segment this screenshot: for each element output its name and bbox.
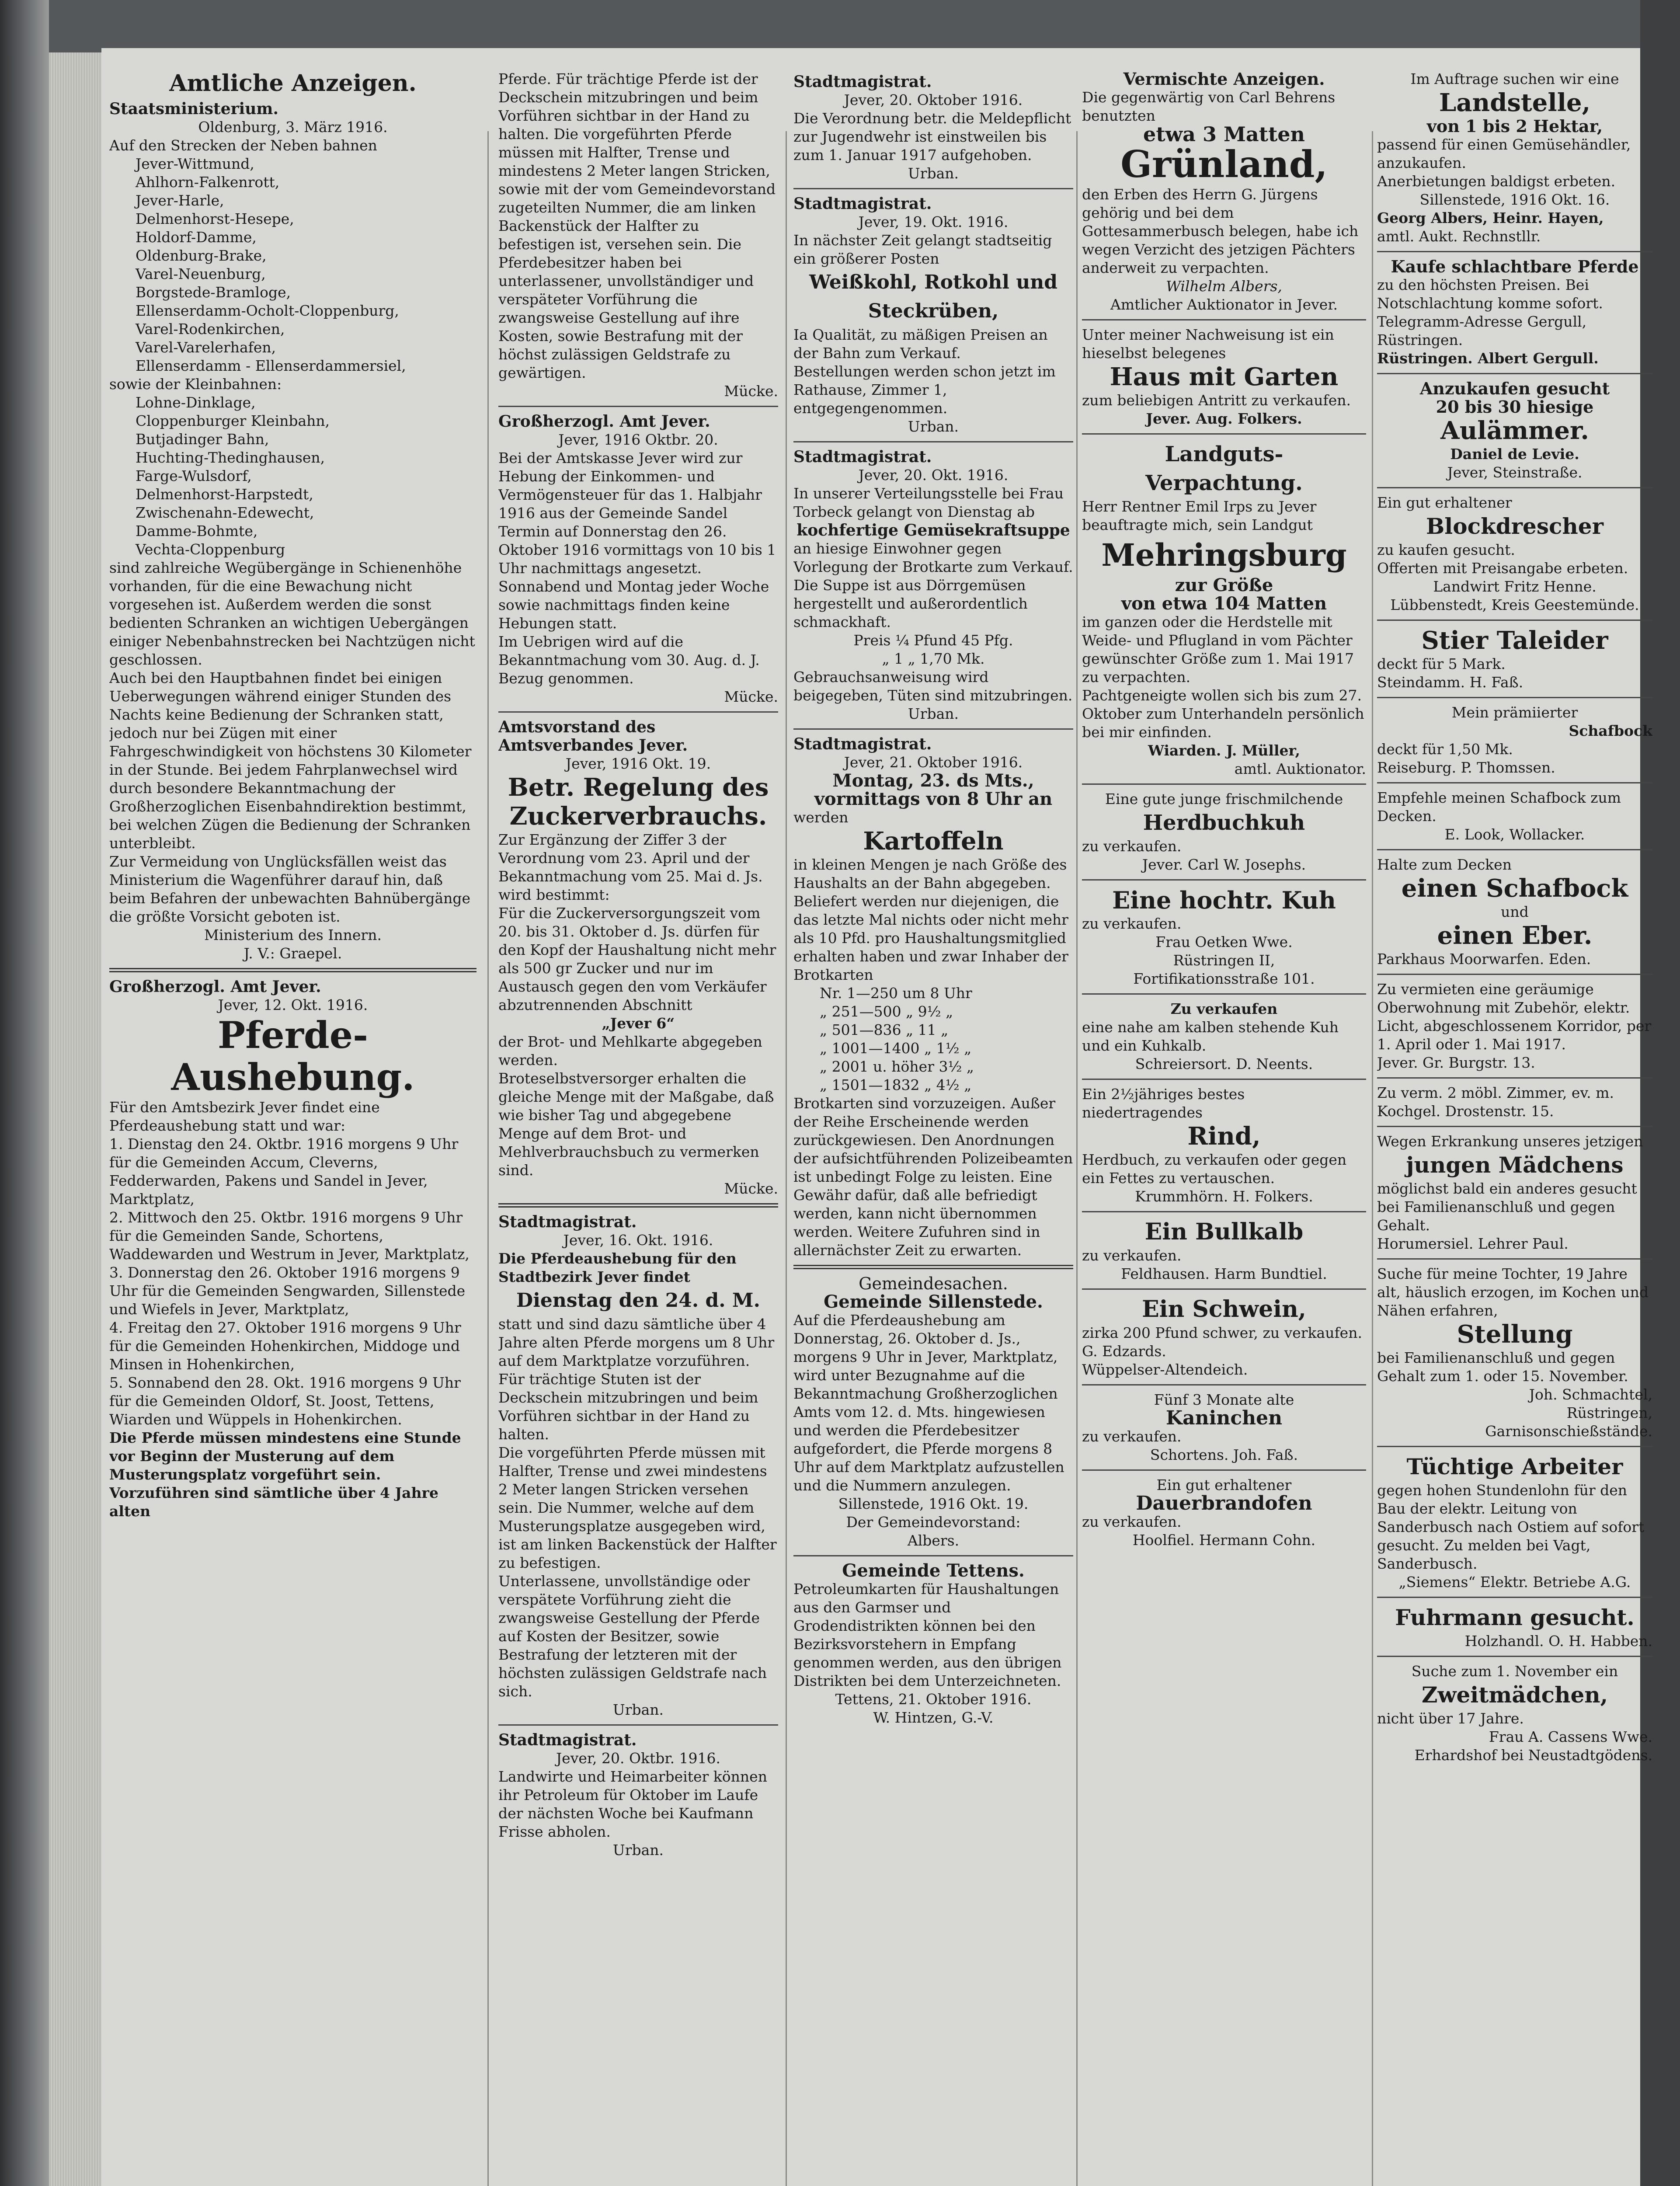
schedule-row: Nr. 1—250 um 8 Uhr (820, 985, 972, 1002)
ad-text: von 1 bis 2 Hektar, (1426, 116, 1603, 136)
ad-text: Zu vermieten eine geräumige Oberwohnung mit Zubehör, elektr. Licht, abgeschlossenem Korridor, per 1. April oder 1. Mai 1917. (1377, 981, 1652, 1053)
notice-text: Zur Ergänzung der Ziffer 3 der Verordnung vom 23. April und der Bekanntmachung vom 25. Mai d. Js. wird bestimmt: (498, 831, 763, 903)
notice-text: werden (793, 809, 849, 826)
ad-signature: Wiarden. J. Müller, (1148, 742, 1300, 759)
ad-signature: Garnisonschießstände. (1485, 1423, 1652, 1440)
schedule-item: 1. Dienstag den 24. Oktbr. 1916 morgens 9 Uhr für die Gemeinden Accum, Cleverns, Fedderwarden, Pakens und Sandel in Jever, Marktplatz, (109, 1135, 459, 1208)
notice-text: Die Pferde müssen mindestens eine Stunde vor Beginn der Musterung auf dem Musterungsplatz vorgeführt sein. Vorzuführen sind sämtliche über 4 Jahre alten (109, 1429, 461, 1520)
headline-kartoffeln: Kartoffeln (863, 827, 1004, 856)
schedule-row: „ 251—500 „ 9½ „ (820, 1003, 953, 1020)
notice-text: Brotkarten sind vorzuzeigen. Außer der Reihe Erscheinende werden zurückgewiesen. Den Anordnungen der aufsichtführenden Polizeibeamten ist unbedingt Folge zu leisten. Eine Gewähr dafür, daß alle befriedigt werden, kann nicht übernommen werden. Weitere Zufuhren sind in allernächster Zeit zu erwarten. (793, 1095, 1073, 1259)
railway-line: Ellenserdamm-Ocholt-Cloppenburg, (136, 302, 399, 319)
column-2 (498, 70, 778, 2186)
column-3 (793, 70, 1073, 2186)
ad-text: zum beliebigen Antritt zu verkaufen. (1082, 392, 1351, 409)
notice-authority: Amtsvorstand des Amtsverbandes Jever. (498, 718, 688, 755)
ad-headline-gruenland: Grünland, (1120, 143, 1328, 186)
notice-signature: Urban. (612, 1701, 664, 1718)
schedule-item: 5. Sonnabend den 28. Okt. 1916 morgens 9 Uhr für die Gemeinden Oldorf, St. Joost, Tettens, Wiarden und Wüppels in Hohenkirchen. (109, 1374, 461, 1428)
ad-headline: Stier Taleider (1421, 626, 1608, 655)
ad-signature: Rüstringen, (1566, 1404, 1652, 1421)
ad-text: 20 bis 30 hiesige (1436, 397, 1594, 417)
notice-text: Zur Vermeidung von Unglücksfällen weist das Ministerium die Wagenführer darauf hin, daß beim Befahren der unbewachten Bahnübergänge die größte Vorsicht geboten ist. (109, 853, 471, 925)
notice-text: sind zahlreiche Wegübergänge in Schienenhöhe vorhanden, für die eine Bewachung nicht vorgesehen ist. Außerdem werden die sonst bedienten Schranken an wichtigen Uebergängen einiger Nebenbahnstrecken bei Nachtzügen nicht geschlossen. (109, 559, 475, 668)
headline: Weißkohl, Rotkohl und (809, 271, 1057, 293)
schedule-item: 2. Mittwoch den 25. Oktbr. 1916 morgens 9 Uhr für die Gemeinden Sande, Schortens, Waddewarden und Westrum in Jever, Marktplatz, (109, 1209, 470, 1263)
notice-signature: Mücke. (724, 688, 778, 705)
ad-signature: Frau Oetken Wwe. (1155, 933, 1293, 950)
ad-signature: Daniel de Levie. (1450, 446, 1579, 463)
ad-headline: Tüchtige Arbeiter (1406, 1454, 1623, 1479)
railway-line: Varel-Rodenkirchen, (136, 320, 285, 338)
ad-headline: einen Eber. (1437, 921, 1593, 950)
ad-text: passend für einen Gemüsehändler, anzukaufen. (1377, 136, 1631, 171)
headline: Gemeinde Tettens. (842, 1560, 1025, 1581)
ad-signature: Erhardshof bei Neustadtgödens. (1414, 1747, 1652, 1764)
ad-signature: Wilhelm Albers, (1166, 278, 1282, 295)
ad-text: Eine gute junge frischmilchende (1105, 790, 1343, 808)
railway-line: Varel-Neuenburg, (136, 265, 266, 282)
railway-line: Varel-Varelerhafen, (136, 339, 276, 356)
ad-signature: Parkhaus Moorwarfen. Eden. (1377, 950, 1591, 968)
notice-authority: Stadtmagistrat. (793, 448, 932, 466)
ad-text: zur Größe (1175, 575, 1273, 595)
ad-text: zu verkaufen. (1082, 1247, 1182, 1264)
column-rule (487, 131, 489, 2186)
headline: Montag, 23. ds Mts., (832, 770, 1034, 791)
notice-text: Für die Zuckerversorgungszeit vom 20. bis 31. Oktober d. Js. dürfen für den Kopf der Haushaltung nicht mehr als 500 gr Zucker und nur im Austausch gegen den vom Verkäufer abzutrennenden Abschnitt (498, 905, 776, 1013)
column-rule (1372, 131, 1373, 2186)
ad-headline-mehringsburg: Mehringsburg (1101, 537, 1347, 573)
headline: Gemeinde Sillenstede. (824, 1291, 1043, 1312)
schedule-row: „ 1501—1832 „ 4½ „ (820, 1076, 972, 1093)
railway-line: Ellenserdamm - Ellenserdammersiel, (136, 357, 406, 374)
notice-text: Die Pferdeaushebung für den Stadtbezirk Jever findet (498, 1250, 737, 1285)
ad-signature: Feldhausen. Harm Bundtiel. (1121, 1265, 1327, 1282)
railway-line: Borgstede-Bramloge, (136, 284, 291, 301)
ad-text: nicht über 17 Jahre. (1377, 1710, 1524, 1727)
ad-text: von etwa 104 Matten (1121, 593, 1327, 614)
headline: Steckrüben, (868, 300, 999, 322)
divider (1082, 319, 1366, 320)
ad-headline: einen Schafbock (1401, 874, 1628, 903)
schedule-row: „ 501—836 „ 11 „ (820, 1021, 949, 1038)
ad-text: Offerten mit Preisangabe erbeten. (1377, 560, 1628, 577)
notice-authority: Stadtmagistrat. (498, 1731, 637, 1749)
ad-text: Empfehle meinen Schafbock zum Decken. (1377, 789, 1621, 825)
notice-authority: Staatsministerium. (109, 100, 279, 118)
notice-text: Pferde. Für trächtige Pferde ist der Deckschein mitzubringen und beim Vorführen sichtbar in der Hand zu halten. Die vorgeführten Pferde müssen mit Halfter, Trense und mindestens 2 Meter langen Stricken, sowie mit der vom Gemeindevorstand zugeteilten Nummer, die am linken Backenstück der Halfter zu befestigen ist, versehen sein. Die Pferdebesitzer haben bei unterlassener, unvollständiger und verspäteter Vorführung die zwangsweise Gestellung auf ihre Kosten, sowie Bestrafung mit der höchst zulässigen Geldstrafe zu gewärtigen. (498, 70, 776, 381)
ad-signature: Schortens. Joh. Faß. (1150, 1446, 1298, 1463)
notice-text: Im Uebrigen wird auf die Bekanntmachung vom 30. Aug. d. J. Bezug genommen. (498, 633, 760, 687)
divider (793, 1265, 1073, 1269)
railway-line: Jever-Harle, (136, 192, 224, 209)
schedule-row: „ 2001 u. höher 3½ „ (820, 1058, 974, 1075)
column-5 (1377, 70, 1652, 2186)
notice-signature: W. Hintzen, G.-V. (873, 1709, 994, 1726)
notice-text: Bestellungen werden schon jetzt im Rathause, Zimmer 1, entgegengenommen. (793, 363, 1056, 417)
ad-text: möglichst bald ein anderes gesucht bei Familienanschluß und gegen Gehalt. (1377, 1180, 1637, 1234)
ad-headline: Verpachtung. (1145, 471, 1303, 495)
ad-signature: Steindamm. H. Faß. (1377, 674, 1523, 691)
divider (793, 441, 1073, 442)
ad-headline: Landstelle, (1439, 88, 1591, 117)
notice-signature: Urban. (908, 418, 959, 435)
divider (1082, 1469, 1366, 1471)
railway-line: Lohne-Dinklage, (136, 394, 256, 411)
ad-text: zu verkaufen. (1082, 915, 1182, 932)
notice-text: „Jever 6“ (602, 1015, 675, 1032)
notice-text: Die Verordnung betr. die Meldepflicht zur Jugendwehr ist einstweilen bis zum 1. Januar 1917 aufgehoben. (793, 110, 1071, 164)
ad-text: Anerbietungen baldigst erbeten. (1377, 173, 1616, 190)
notice-text: Ia Qualität, zu mäßigen Preisen an der Bahn zum Verkauf. (793, 326, 1048, 362)
divider (109, 968, 477, 972)
ad-headline: Blockdrescher (1426, 513, 1603, 539)
headline: Dienstag den 24. d. M. (516, 1289, 760, 1312)
railway-line: Ahlhorn-Falkenrott, (136, 174, 280, 191)
ad-signature: Joh. Schmachtel, (1529, 1386, 1652, 1403)
notice-signature: Albers. (907, 1532, 960, 1549)
divider (1377, 487, 1652, 488)
divider (1082, 1211, 1366, 1212)
notice-text: Auch bei den Hauptbahnen findet bei einigen Ueberwegungen während einiger Stunden des Nachts keine Bedienung der Schranken statt, jedoch nur bei Zügen mit einer Fahrgeschwindigkeit von höchstens 30 Kilometer in der Stunde. Bei jedem Fahrplanwechsel wird durch besondere Bekanntmachung der Großherzoglichen Eisenbahndirektion bestimmt, bei welchen Zügen die Bedienung der Schranken unterbleibt. (109, 669, 472, 852)
ad-text: zirka 200 Pfund schwer, zu verkaufen. G. Edzards. (1082, 1324, 1362, 1360)
ad-signature: Holzhandl. O. H. Habben. (1464, 1633, 1652, 1650)
notice-authority: Stadtmagistrat. (793, 195, 932, 213)
notice-text: an hiesige Einwohner gegen Vorlegung der Brotkarte zum Verkauf. Die Suppe ist aus Dörrgemüsen hergestellt und außerordentlich schmackhaft. (793, 540, 1073, 630)
ad-signature: Reiseburg. P. Thomssen. (1377, 759, 1555, 776)
divider (793, 1555, 1073, 1556)
ad-text: Ein 2½jähriges bestes niedertragendes (1082, 1086, 1245, 1121)
ad-signature: Fortifikationsstraße 101. (1133, 970, 1315, 987)
notice-authority: Stadtmagistrat. (793, 735, 932, 753)
ad-signature: Georg Albers, Heinr. Hayen, (1377, 209, 1604, 226)
section-heading-gemeindesachen: Gemeindesachen. (859, 1274, 1008, 1293)
divider (498, 1724, 778, 1726)
divider (1082, 879, 1366, 881)
ad-text: Fünf 3 Monate alte (1154, 1391, 1294, 1408)
ad-signature: Rüstringen. Albert Gergull. (1377, 350, 1599, 367)
divider (498, 406, 778, 407)
divider (1377, 1597, 1652, 1598)
divider (1377, 1656, 1652, 1657)
railway-line: Butjadinger Bahn, (136, 431, 269, 448)
notice-date: Jever, 1916 Oktbr. 20. (558, 431, 718, 448)
ad-headline: Rind, (1187, 1122, 1261, 1151)
railway-line: Damme-Bohmte, (136, 522, 258, 540)
ad-headline: Kaufe schlachtbare Pferde (1391, 257, 1639, 276)
divider (793, 188, 1073, 189)
railway-line: Vechta-Cloppenburg (136, 541, 285, 558)
divider (1377, 782, 1652, 783)
ad-headline: jungen Mädchens (1406, 1152, 1624, 1178)
schedule-row: „ 1001—1400 „ 1½ „ (820, 1040, 972, 1057)
ad-text: und (1501, 903, 1529, 920)
divider (1377, 620, 1652, 621)
railway-line: Holdorf-Damme, (136, 229, 257, 246)
ad-text: zu kaufen gesucht. (1377, 541, 1515, 558)
ad-text: Herdbuch, zu verkaufen oder gegen ein Fettes zu vertauschen. (1082, 1151, 1347, 1187)
ad-date: Sillenstede, 1916 Okt. 16. (1419, 191, 1610, 208)
divider (1377, 373, 1652, 374)
notice-date: Jever, 19. Okt. 1916. (858, 213, 1009, 230)
ad-headline: Landguts- (1165, 442, 1283, 466)
ad-text: zu verkaufen. (1082, 1513, 1182, 1530)
divider (498, 711, 778, 713)
notice-date: Jever, 1916 Okt. 19. (565, 755, 711, 772)
divider (1377, 974, 1652, 975)
ad-headline: Anzukaufen gesucht (1419, 379, 1610, 398)
ad-signature: E. Look, Wollacker. (1444, 826, 1585, 843)
divider (1082, 1079, 1366, 1080)
notice-authority: Stadtmagistrat. (793, 73, 932, 91)
ad-headline: Eine hochtr. Kuh (1112, 886, 1336, 914)
divider (793, 728, 1073, 730)
notice-date: Oldenburg, 3. März 1916. (198, 118, 388, 136)
ad-text: im ganzen oder die Herdstelle mit Weide- und Pflugland in vom Pächter gewünschter Größe zum 1. Mai 1917 zu verpachten. (1082, 613, 1354, 686)
ad-headline: Zweitmädchen, (1421, 1682, 1608, 1708)
ad-signature: Jever. Gr. Burgstr. 13. (1377, 1054, 1535, 1071)
ad-signature: amtl. Aukt. Rechnstllr. (1377, 228, 1541, 245)
notice-text: Petroleumkarten für Haushaltungen aus den Garmser und Grodendistrikten können bei den Bezirksvorstehern in Empfang genommen werden, aus den übrigen Distrikten bei dem Unterzeichneten. (793, 1580, 1062, 1689)
railway-line: Jever-Wittmund, (136, 155, 254, 172)
notice-date: Jever, 20. Oktbr. 1916. (556, 1750, 721, 1767)
ad-headline: Ein Schwein, (1142, 1296, 1306, 1323)
notice-date: Jever, 12. Okt. 1916. (218, 996, 368, 1013)
ad-text: zu verkaufen. (1082, 1428, 1182, 1445)
ad-text: bei Familienanschluß und gegen Gehalt zum 1. oder 15. November. (1377, 1349, 1628, 1385)
ad-text: den Erben des Herrn G. Jürgens gehörig und bei dem Gottesammerbusch belegen, habe ich wegen Verzicht des jetzigen Pächters anderweit zu verpachten. (1082, 186, 1359, 276)
schedule-item: 4. Freitag den 27. Oktober 1916 morgens 9 Uhr für die Gemeinden Hohenkirchen, Middoge und Minsen in Hohenkirchen, (109, 1319, 461, 1373)
headline-aushebung: Aushebung. (171, 1055, 415, 1099)
ad-signature: Hoolfiel. Hermann Cohn. (1132, 1532, 1316, 1549)
notice-text: Gebrauchsanweisung wird beigegeben, Tüten sind mitzubringen. (793, 668, 1073, 704)
notice-signature: Mücke. (724, 383, 778, 400)
notice-text: Bei der Amtskasse Jever wird zur Hebung der Einkommen- und Vermögensteuer für das 1. Halbjahr 1916 aus der Gemeinde Sandel Termin auf Donnerstag den 26. Oktober 1916 vormittags von 10 bis 1 Uhr nachmittags angesetzt. (498, 449, 776, 577)
ad-signature: Lübbenstedt, Kreis Geestemünde. (1390, 596, 1639, 613)
notice-text: statt und sind dazu sämtliche über 4 Jahre alten Pferde morgens um 8 Uhr auf dem Marktplatze vorzuführen. Für trächtige Stuten ist der Deckschein mitzubringen und beim Vorführen sichtbar in der Hand zu halten. (498, 1316, 775, 1443)
ad-headline: Schafbock (1569, 722, 1652, 739)
book-binding (0, 0, 49, 2186)
railway-line: Oldenburg-Brake, (136, 247, 267, 264)
railway-line: Delmenhorst-Harpstedt, (136, 486, 313, 503)
notice-signature: Urban. (908, 705, 959, 722)
divider (1377, 1077, 1652, 1079)
ad-text: Suche zum 1. November ein (1411, 1663, 1618, 1680)
notice-date: Tettens, 21. Oktober 1916. (835, 1691, 1032, 1708)
divider (1377, 1126, 1652, 1127)
notice-signature: Mücke. (724, 1180, 778, 1197)
ad-signature: amtl. Auktionator. (1234, 760, 1366, 777)
ad-signature: Horumersiel. Lehrer Paul. (1377, 1235, 1569, 1252)
price-line: „ 1 „ 1,70 Mk. (882, 650, 985, 667)
notice-date: Jever, 21. Oktober 1916. (844, 754, 1023, 771)
ad-text: zu den höchsten Preisen. Bei Notschlachtung komme sofort. Telegramm-Adresse Gergull, Rüstringen. (1377, 276, 1603, 348)
divider (1082, 433, 1366, 435)
notice-text: In nächster Zeit gelangt stadtseitig ein größerer Posten (793, 232, 1052, 267)
notice-signature: Urban. (908, 165, 959, 182)
ad-headline: Herdbuchkuh (1143, 811, 1305, 835)
notice-text: Landwirte und Heimarbeiter können ihr Petroleum für Oktober im Laufe der nächsten Woche bei Kaufmann Frisse abholen. (498, 1768, 767, 1840)
notice-text: Unterlassene, unvollständige oder verspätete Vorführung zieht die zwangsweise Gestellung der Pferde auf Kosten der Besitzer, sowie Bestrafung der letzteren mit der höchsten zulässigen Geldstrafe nach sich. (498, 1573, 767, 1700)
schedule-item: 3. Donnerstag den 26. Oktober 1916 morgens 9 Uhr für die Gemeinden Sengwarden, Sillenstede und Wiefels in Jever, Marktplatz, (109, 1264, 466, 1318)
ad-signature: Amtlicher Auktionator in Jever. (1110, 296, 1338, 313)
railway-line: Farge-Wulsdorf, (136, 467, 252, 484)
notice-text: Sonnabend und Montag jeder Woche sowie nachmittags finden keine Hebungen statt. (498, 578, 769, 632)
ad-signature: Jever. Aug. Folkers. (1146, 410, 1302, 427)
ad-text: Ein gut erhaltener (1377, 494, 1512, 511)
railway-line: Zwischenahn-Edewecht, (136, 504, 314, 521)
notice-date: Sillenstede, 1916 Okt. 19. (838, 1495, 1029, 1512)
column-1 (109, 70, 477, 2186)
notice-signature: Ministerium des Innern. (204, 926, 382, 943)
notice-text: Auf den Strecken der Neben bahnen (109, 137, 377, 154)
notice-text: Für den Amtsbezirk Jever findet eine Pferdeaushebung statt und war: (109, 1099, 380, 1134)
notice-authority: Großherzogl. Amt Jever. (498, 412, 710, 431)
divider (1377, 251, 1652, 252)
ad-text: Herr Rentner Emil Irps zu Jever beauftragte mich, sein Landgut (1082, 498, 1317, 533)
notice-signature: Urban. (612, 1841, 664, 1859)
railway-line: Cloppenburger Kleinbahn, (136, 412, 330, 429)
headline-pferde: Pferde- (217, 1013, 369, 1057)
ad-headline: Fuhrmann gesucht. (1395, 1605, 1635, 1630)
ad-headline: Zu verkaufen (1170, 1000, 1278, 1017)
ad-text: Wegen Erkrankung unseres jetzigen (1377, 1133, 1643, 1150)
ad-text: Halte zum Decken (1377, 856, 1512, 873)
ad-text: deckt für 5 Mark. (1377, 655, 1506, 672)
section-heading-vermischte: Vermischte Anzeigen. (1123, 70, 1325, 89)
ad-text: eine nahe am kalben stehende Kuh und ein Kuhkalb. (1082, 1019, 1339, 1054)
notice-text: sowie der Kleinbahnen: (109, 376, 282, 393)
notice-date: Jever, 20. Oktober 1916. (844, 91, 1023, 108)
notice-text: Die vorgeführten Pferde müssen mit Halfter, Trense und zwei mindestens 2 Meter langen Stricken versehen sein. Die Nummer, welche auf dem Musterungsplatze ausgegeben wird, ist am linken Backenstück der Halfter zu befestigen. (498, 1444, 777, 1571)
divider (1082, 993, 1366, 995)
notice-authority: Stadtmagistrat. (498, 1213, 637, 1231)
page-edges (49, 52, 101, 2186)
ad-signature: Schreiersort. D. Neents. (1135, 1055, 1313, 1072)
ad-text: Im Auftrage suchen wir eine (1410, 70, 1619, 87)
ad-text: Mein prämiierter (1451, 704, 1578, 721)
divider (1377, 849, 1652, 850)
ad-text: Pachtgeneigte wollen sich bis zum 27. Oktober zum Unterhandeln persönlich bei mir einfinden. (1082, 687, 1364, 741)
divider (1377, 697, 1652, 698)
notice-text: Broteselbstversorger erhalten die gleiche Menge mit der Maßgabe, daß wie bisher Tag und abgegebene Menge auf dem Brot- und Mehlverbrauchsbuch zu vermerken sind. (498, 1070, 774, 1179)
ad-headline: Kaninchen (1165, 1407, 1283, 1429)
divider (1082, 1384, 1366, 1385)
notice-text: der Brot- und Mehlkarte abgegeben werden. (498, 1033, 762, 1069)
ad-text: deckt für 1,50 Mk. (1377, 741, 1513, 758)
headline: kochfertige Gemüsekraftsuppe (797, 521, 1070, 540)
section-heading-amtliche: Amtliche Anzeigen. (169, 70, 417, 97)
notice-date: Jever, 20. Okt. 1916. (858, 466, 1009, 484)
notice-signature: J. V.: Graepel. (243, 945, 342, 962)
notice-authority: Großherzogl. Amt Jever. (109, 978, 321, 996)
ad-signature: Rüstringen II, (1173, 952, 1275, 969)
ad-signature: „Siemens“ Elektr. Betriebe A.G. (1398, 1573, 1631, 1591)
divider (1377, 1258, 1652, 1260)
ad-text: Zu verm. 2 möbl. Zimmer, ev. m. Kochgel. Drostenstr. 15. (1377, 1084, 1614, 1120)
railway-line: Delmenhorst-Hesepe, (136, 210, 294, 227)
notice-text: in kleinen Mengen je nach Größe des Haushalts an der Bahn abgegeben. Beliefert werden nur diejenigen, die das letzte Mal nichts oder nicht mehr als 10 Pfd. pro Haushaltungsmitglied erhalten haben und zwar Inhaber der Brotkarten (793, 856, 1068, 983)
divider (1377, 1446, 1652, 1447)
headline: vormittags von 8 Uhr an (814, 789, 1053, 809)
notice-date: Jever, 16. Okt. 1916. (563, 1232, 713, 1249)
notice-signature: Der Gemeindevorstand: (846, 1514, 1021, 1531)
ad-text: zu verkaufen. (1082, 838, 1182, 855)
headline: Zuckerverbrauchs. (509, 802, 767, 831)
divider (498, 1203, 778, 1208)
notice-text: Auf die Pferdeaushebung am Donnerstag, 26. Oktober d. Js., morgens 9 Uhr in Jever, Marktplatz, wird unter Bezugnahme auf die Bekanntmachung Großherzoglichen Amts vom 12. d. Mts. hingewiesen und werden die Pferdebesitzer aufgefordert, die Pferde morgens 8 Uhr auf dem Marktplatz aufzustellen und die Nummern anzulegen. (793, 1312, 1064, 1494)
ad-signature: Frau A. Cassens Wwe. (1489, 1728, 1652, 1745)
railway-line: Huchting-Thedinghausen, (136, 449, 325, 466)
column-rule (786, 131, 787, 2186)
ad-headline: Aulämmer. (1440, 416, 1589, 445)
ad-headline: Stellung (1457, 1320, 1573, 1349)
ad-text: gegen hohen Stundenlohn für den Bau der elektr. Leitung von Sanderbusch nach Ostiem auf sofort gesucht. Zu melden bei Vagt, Sanderbusch. (1377, 1482, 1645, 1572)
ad-text: Ein gut erhaltener (1156, 1476, 1292, 1493)
ad-signature: Jever, Steinstraße. (1447, 464, 1583, 481)
ad-signature: Krummhörn. H. Folkers. (1135, 1188, 1313, 1205)
ad-signature: Landwirt Fritz Henne. (1433, 578, 1597, 595)
notice-text: In unserer Verteilungsstelle bei Frau Torbeck gelangt von Dienstag ab (793, 485, 1064, 520)
divider (1082, 1288, 1366, 1290)
ad-signature: Wüppelser-Altendeich. (1082, 1361, 1248, 1378)
headline: Betr. Regelung des (508, 773, 769, 802)
column-rule (1076, 131, 1078, 2186)
column-4 (1082, 70, 1366, 2186)
price-line: Preis ¼ Pfund 45 Pfg. (853, 632, 1013, 649)
ad-headline: Haus mit Garten (1110, 362, 1339, 391)
ad-headline: Ein Bullkalb (1144, 1218, 1304, 1245)
ad-text: Suche für meine Tochter, 19 Jahre alt, häuslich erzogen, im Kochen und Nähen erfahren, (1377, 1265, 1649, 1319)
ad-text: Die gegenwärtig von Carl Behrens benutzten (1082, 89, 1336, 124)
ad-signature: Jever. Carl W. Josephs. (1142, 856, 1306, 873)
divider (1082, 783, 1366, 785)
ad-headline: etwa 3 Matten (1143, 122, 1305, 146)
ad-headline: Dauerbrandofen (1136, 1492, 1312, 1514)
ad-text: Unter meiner Nachweisung ist ein hieselbst belegenes (1082, 326, 1334, 362)
